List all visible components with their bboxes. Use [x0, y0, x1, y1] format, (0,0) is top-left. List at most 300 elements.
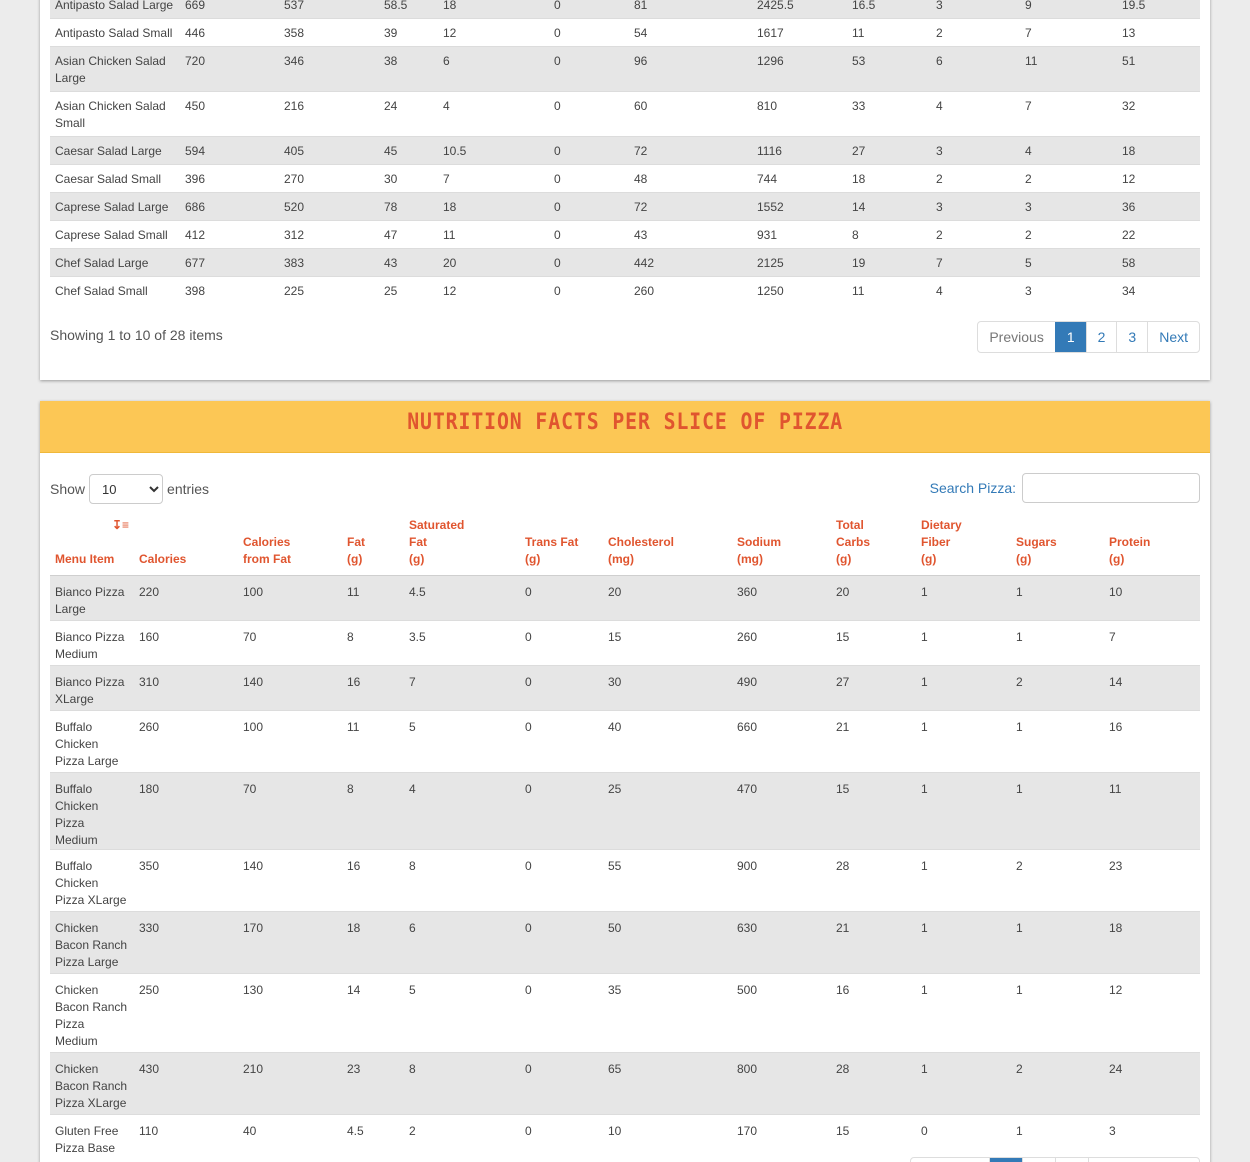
table-row — [50, 165, 1200, 193]
nutrition-value-cell: 24 — [1104, 1052, 1200, 1114]
nutrition-value-cell: 11 — [847, 277, 931, 305]
table-row — [50, 973, 1200, 1052]
nutrition-value-cell: 0 — [549, 92, 629, 137]
entries-label: entries — [167, 481, 210, 497]
nutrition-value-cell: 0 — [520, 575, 603, 620]
nutrition-value-cell: 110 — [134, 1114, 238, 1159]
nutrition-value-cell: 6 — [404, 911, 520, 973]
nutrition-value-cell: 0 — [549, 47, 629, 92]
salad-nutrition-panel — [40, 0, 1210, 380]
nutrition-value-cell: 19 — [847, 249, 931, 277]
nutrition-value-cell: 1 — [916, 849, 1011, 911]
table-row — [50, 277, 1200, 305]
menu-item-cell: Gluten Free Pizza Base — [50, 1114, 134, 1159]
column-header[interactable] — [238, 513, 342, 575]
nutrition-value-cell: 10.5 — [438, 137, 549, 165]
column-header-label: Menu Item — [55, 551, 115, 566]
nutrition-value-cell: 12 — [438, 19, 549, 47]
table-row — [50, 911, 1200, 973]
nutrition-value-cell: 34 — [1117, 277, 1200, 305]
column-header[interactable] — [342, 513, 404, 575]
nutrition-value-cell: 100 — [238, 710, 342, 772]
pizza-pagination-page-2[interactable] — [1022, 1158, 1055, 1162]
nutrition-value-cell: 2425.5 — [752, 0, 847, 19]
nutrition-value-cell: 14 — [342, 973, 404, 1052]
nutrition-value-cell: 72 — [629, 137, 752, 165]
column-header-label: (g) — [1016, 551, 1032, 566]
nutrition-value-cell: 1 — [916, 620, 1011, 665]
nutrition-value-cell: 0 — [549, 0, 629, 19]
nutrition-value-cell: 7 — [1020, 92, 1117, 137]
nutrition-value-cell: 16 — [831, 973, 916, 1052]
table-row — [50, 0, 1200, 19]
nutrition-value-cell: 210 — [238, 1052, 342, 1114]
nutrition-value-cell: 1116 — [752, 137, 847, 165]
nutrition-value-cell: 58 — [1117, 249, 1200, 277]
nutrition-value-cell: 16 — [342, 849, 404, 911]
nutrition-value-cell: 8 — [847, 221, 931, 249]
column-header-label: (g) — [409, 551, 425, 566]
nutrition-value-cell: 1 — [916, 973, 1011, 1052]
nutrition-value-cell: 2 — [931, 221, 1020, 249]
column-header-label: Trans Fat — [525, 534, 579, 549]
nutrition-value-cell: 442 — [629, 249, 752, 277]
column-header-label: Total — [836, 517, 864, 532]
nutrition-value-cell: 446 — [180, 19, 279, 47]
column-header-label: (mg) — [608, 551, 634, 566]
nutrition-value-cell: 28 — [831, 849, 916, 911]
nutrition-value-cell: 43 — [629, 221, 752, 249]
column-header-label: Protein — [1109, 534, 1151, 549]
nutrition-value-cell: 744 — [752, 165, 847, 193]
menu-item-cell: Caprese Salad Small — [50, 221, 180, 249]
search-pizza-label: Search Pizza: — [929, 480, 1016, 496]
pizza-pagination-previous-button[interactable] — [911, 1158, 989, 1162]
nutrition-value-cell: 4 — [931, 277, 1020, 305]
nutrition-value-cell: 16 — [342, 665, 404, 710]
nutrition-value-cell: 20 — [831, 575, 916, 620]
pizza-pagination-next-button[interactable] — [1121, 1158, 1199, 1162]
nutrition-value-cell: 30 — [379, 165, 438, 193]
pagination-page-3[interactable]: 3 — [1116, 322, 1147, 352]
nutrition-value-cell: 537 — [279, 0, 379, 19]
nutrition-value-cell: 1 — [916, 1052, 1011, 1114]
nutrition-value-cell: 70 — [238, 620, 342, 665]
column-header[interactable] — [732, 513, 831, 575]
nutrition-value-cell: 358 — [279, 19, 379, 47]
nutrition-value-cell: 0 — [520, 772, 603, 849]
nutrition-value-cell: 630 — [732, 911, 831, 973]
column-header[interactable] — [50, 513, 134, 575]
nutrition-value-cell: 398 — [180, 277, 279, 305]
column-header-label: (g) — [921, 551, 937, 566]
table-row — [50, 1052, 1200, 1114]
nutrition-value-cell: 0 — [520, 1052, 603, 1114]
pagination-page-1[interactable]: 1 — [1055, 322, 1086, 352]
column-header[interactable] — [916, 513, 1011, 575]
nutrition-value-cell: 0 — [549, 249, 629, 277]
table-row — [50, 710, 1200, 772]
pizza-pagination-page-3[interactable] — [1055, 1158, 1088, 1162]
nutrition-value-cell: 18 — [847, 165, 931, 193]
nutrition-value-cell: 0 — [520, 973, 603, 1052]
nutrition-value-cell: 14 — [847, 193, 931, 221]
nutrition-value-cell: 25 — [379, 277, 438, 305]
nutrition-value-cell: 3 — [931, 193, 1020, 221]
nutrition-value-cell: 3 — [931, 137, 1020, 165]
nutrition-value-cell: 53 — [847, 47, 931, 92]
nutrition-value-cell: 12 — [1104, 973, 1200, 1052]
nutrition-value-cell: 677 — [180, 249, 279, 277]
nutrition-value-cell: 2 — [931, 165, 1020, 193]
nutrition-value-cell: 4 — [404, 772, 520, 849]
nutrition-value-cell: 19.5 — [1117, 0, 1200, 19]
pizza-search-control — [930, 473, 1200, 503]
column-header-label: Saturated — [409, 517, 465, 532]
nutrition-value-cell: 48 — [629, 165, 752, 193]
nutrition-value-cell: 7 — [1020, 19, 1117, 47]
nutrition-value-cell: 0 — [549, 277, 629, 305]
nutrition-value-cell: 6 — [438, 47, 549, 92]
nutrition-value-cell: 50 — [603, 911, 732, 973]
nutrition-value-cell: 38 — [379, 47, 438, 92]
nutrition-value-cell: 520 — [279, 193, 379, 221]
nutrition-value-cell: 25 — [603, 772, 732, 849]
nutrition-value-cell: 383 — [279, 249, 379, 277]
nutrition-value-cell: 47 — [379, 221, 438, 249]
nutrition-value-cell: 500 — [732, 973, 831, 1052]
nutrition-value-cell: 11 — [342, 575, 404, 620]
nutrition-value-cell: 0 — [549, 221, 629, 249]
nutrition-value-cell: 686 — [180, 193, 279, 221]
nutrition-value-cell: 12 — [438, 277, 549, 305]
nutrition-value-cell: 27 — [831, 665, 916, 710]
nutrition-value-cell: 312 — [279, 221, 379, 249]
table-row — [50, 665, 1200, 710]
nutrition-value-cell: 6 — [931, 47, 1020, 92]
nutrition-value-cell: 260 — [629, 277, 752, 305]
column-header-label: Sodium — [737, 534, 781, 549]
nutrition-value-cell: 30 — [603, 665, 732, 710]
nutrition-value-cell: 2 — [1011, 1052, 1104, 1114]
menu-item-cell: Buffalo Chicken Pizza Medium — [50, 772, 134, 849]
column-header-label: (mg) — [737, 551, 763, 566]
nutrition-value-cell: 0 — [520, 1114, 603, 1159]
column-header-label: Calories — [139, 551, 187, 566]
column-header-label: Calories — [243, 534, 291, 549]
nutrition-value-cell: 40 — [238, 1114, 342, 1159]
nutrition-value-cell: 412 — [180, 221, 279, 249]
nutrition-value-cell: 800 — [732, 1052, 831, 1114]
nutrition-value-cell: 18 — [438, 0, 549, 19]
nutrition-value-cell: 45 — [379, 137, 438, 165]
nutrition-value-cell: 330 — [134, 911, 238, 973]
nutrition-value-cell: 36 — [1117, 193, 1200, 221]
nutrition-value-cell: 39 — [379, 19, 438, 47]
nutrition-value-cell: 10 — [603, 1114, 732, 1159]
nutrition-value-cell: 2 — [931, 19, 1020, 47]
column-header[interactable] — [1011, 513, 1104, 575]
pagination-next-button[interactable]: Next — [1147, 322, 1199, 352]
nutrition-value-cell: 21 — [831, 911, 916, 973]
menu-item-cell: Chicken Bacon Ranch Pizza Large — [50, 911, 134, 973]
column-header-label: Carbs — [836, 534, 871, 549]
nutrition-value-cell: 35 — [603, 973, 732, 1052]
nutrition-value-cell: 20 — [603, 575, 732, 620]
nutrition-value-cell: 1 — [1011, 911, 1104, 973]
nutrition-value-cell: 260 — [134, 710, 238, 772]
pagination-previous-button[interactable]: Previous — [989, 329, 1044, 345]
nutrition-value-cell: 1 — [916, 911, 1011, 973]
menu-item-cell: Antipasto Salad Large — [50, 0, 180, 19]
nutrition-value-cell: 140 — [238, 849, 342, 911]
table-row — [50, 19, 1200, 47]
pizza-pagination-page-4[interactable] — [1088, 1158, 1121, 1162]
salad-table-info: Showing 1 to 10 of 28 items — [50, 327, 223, 343]
nutrition-value-cell: 58.5 — [379, 0, 438, 19]
nutrition-value-cell: 900 — [732, 849, 831, 911]
nutrition-value-cell: 13 — [1117, 19, 1200, 47]
nutrition-value-cell: 55 — [603, 849, 732, 911]
column-header[interactable] — [603, 513, 732, 575]
nutrition-value-cell: 0 — [520, 911, 603, 973]
nutrition-value-cell: 1296 — [752, 47, 847, 92]
nutrition-value-cell: 72 — [629, 193, 752, 221]
menu-item-cell: Buffalo Chicken Pizza XLarge — [50, 849, 134, 911]
nutrition-value-cell: 1 — [916, 575, 1011, 620]
nutrition-value-cell: 396 — [180, 165, 279, 193]
nutrition-value-cell: 216 — [279, 92, 379, 137]
nutrition-value-cell: 7 — [404, 665, 520, 710]
nutrition-value-cell: 20 — [438, 249, 549, 277]
table-row — [50, 620, 1200, 665]
table-row — [50, 47, 1200, 92]
nutrition-value-cell: 1 — [1011, 772, 1104, 849]
column-header-label: (g) — [836, 551, 852, 566]
column-header-label: from Fat — [243, 551, 291, 566]
nutrition-value-cell: 3 — [1020, 193, 1117, 221]
menu-item-cell: Caprese Salad Large — [50, 193, 180, 221]
menu-item-cell: Chicken Bacon Ranch Pizza XLarge — [50, 1052, 134, 1114]
nutrition-value-cell: 5 — [1020, 249, 1117, 277]
nutrition-value-cell: 22 — [1117, 221, 1200, 249]
nutrition-value-cell: 1552 — [752, 193, 847, 221]
nutrition-value-cell: 2 — [1011, 665, 1104, 710]
pizza-section-title: NUTRITION FACTS PER SLICE OF PIZZA — [407, 410, 843, 435]
menu-item-cell: Buffalo Chicken Pizza Large — [50, 710, 134, 772]
nutrition-value-cell: 270 — [279, 165, 379, 193]
pizza-panel-header — [40, 401, 1210, 453]
column-header[interactable] — [520, 513, 603, 575]
menu-item-cell: Chicken Bacon Ranch Pizza Medium — [50, 973, 134, 1052]
nutrition-value-cell: 260 — [732, 620, 831, 665]
nutrition-value-cell: 81 — [629, 0, 752, 19]
nutrition-value-cell: 54 — [629, 19, 752, 47]
table-row — [50, 849, 1200, 911]
nutrition-value-cell: 1 — [1011, 575, 1104, 620]
nutrition-value-cell: 96 — [629, 47, 752, 92]
search-pizza-input[interactable] — [1022, 473, 1200, 503]
nutrition-value-cell: 1617 — [752, 19, 847, 47]
nutrition-value-cell: 310 — [134, 665, 238, 710]
column-header[interactable] — [404, 513, 520, 575]
column-header-label: (g) — [1109, 551, 1125, 566]
nutrition-value-cell: 24 — [379, 92, 438, 137]
nutrition-value-cell: 430 — [134, 1052, 238, 1114]
nutrition-value-cell: 40 — [603, 710, 732, 772]
nutrition-value-cell: 1 — [1011, 973, 1104, 1052]
nutrition-value-cell: 140 — [238, 665, 342, 710]
nutrition-value-cell: 170 — [238, 911, 342, 973]
nutrition-value-cell: 0 — [520, 620, 603, 665]
nutrition-value-cell: 0 — [549, 193, 629, 221]
nutrition-value-cell: 16.5 — [847, 0, 931, 19]
nutrition-value-cell: 3.5 — [404, 620, 520, 665]
nutrition-value-cell: 810 — [752, 92, 847, 137]
menu-item-cell: Caesar Salad Large — [50, 137, 180, 165]
show-label: Show — [50, 481, 86, 497]
menu-item-cell: Chef Salad Small — [50, 277, 180, 305]
nutrition-value-cell: 0 — [520, 665, 603, 710]
nutrition-value-cell: 7 — [1104, 620, 1200, 665]
nutrition-value-cell: 16 — [1104, 710, 1200, 772]
nutrition-value-cell: 32 — [1117, 92, 1200, 137]
nutrition-value-cell: 27 — [847, 137, 931, 165]
nutrition-value-cell: 4.5 — [342, 1114, 404, 1159]
nutrition-value-cell: 5 — [404, 973, 520, 1052]
nutrition-value-cell: 11 — [342, 710, 404, 772]
entries-length-control — [50, 474, 209, 504]
column-header-label: Fiber — [921, 534, 951, 549]
salad-nutrition-table — [50, 0, 1200, 305]
column-header[interactable] — [134, 513, 238, 575]
nutrition-value-cell: 15 — [831, 620, 916, 665]
nutrition-value-cell: 12 — [1117, 165, 1200, 193]
nutrition-value-cell: 470 — [732, 772, 831, 849]
menu-item-cell: Bianco Pizza Medium — [50, 620, 134, 665]
nutrition-value-cell: 4 — [931, 92, 1020, 137]
nutrition-value-cell: 4 — [438, 92, 549, 137]
nutrition-value-cell: 2 — [1011, 849, 1104, 911]
nutrition-value-cell: 18 — [1117, 137, 1200, 165]
nutrition-value-cell: 15 — [831, 772, 916, 849]
nutrition-value-cell: 18 — [1104, 911, 1200, 973]
nutrition-value-cell: 4 — [1020, 137, 1117, 165]
sort-alpha-asc-icon: ↧≡ — [112, 518, 130, 532]
nutrition-value-cell: 490 — [732, 665, 831, 710]
menu-item-cell: Asian Chicken Salad Small — [50, 92, 180, 137]
nutrition-value-cell: 0 — [520, 710, 603, 772]
pizza-nutrition-table — [50, 513, 1200, 1159]
salad-pagination — [977, 321, 1200, 353]
nutrition-value-cell: 9 — [1020, 0, 1117, 19]
nutrition-value-cell: 2 — [1020, 165, 1117, 193]
nutrition-value-cell: 220 — [134, 575, 238, 620]
nutrition-value-cell: 225 — [279, 277, 379, 305]
nutrition-value-cell: 450 — [180, 92, 279, 137]
nutrition-value-cell: 11 — [1020, 47, 1117, 92]
nutrition-value-cell: 250 — [134, 973, 238, 1052]
nutrition-value-cell: 0 — [549, 19, 629, 47]
menu-item-cell: Bianco Pizza XLarge — [50, 665, 134, 710]
nutrition-value-cell: 1 — [1011, 710, 1104, 772]
nutrition-value-cell: 0 — [916, 1114, 1011, 1159]
pagination-page-2[interactable]: 2 — [1086, 322, 1117, 352]
nutrition-value-cell: 931 — [752, 221, 847, 249]
nutrition-value-cell: 3 — [1104, 1114, 1200, 1159]
table-row — [50, 249, 1200, 277]
nutrition-value-cell: 43 — [379, 249, 438, 277]
nutrition-value-cell: 11 — [847, 19, 931, 47]
nutrition-value-cell: 8 — [404, 1052, 520, 1114]
column-header-label: (g) — [347, 551, 363, 566]
column-header-label: Dietary — [921, 517, 962, 532]
nutrition-value-cell: 28 — [831, 1052, 916, 1114]
pizza-nutrition-panel — [40, 401, 1210, 1162]
nutrition-value-cell: 7 — [438, 165, 549, 193]
column-header-label: Fat — [409, 534, 427, 549]
column-header[interactable] — [1104, 513, 1200, 575]
nutrition-value-cell: 51 — [1117, 47, 1200, 92]
nutrition-value-cell: 2 — [404, 1114, 520, 1159]
column-header-label: Cholesterol — [608, 534, 675, 549]
nutrition-value-cell: 78 — [379, 193, 438, 221]
pizza-pagination-page-1[interactable] — [989, 1158, 1022, 1162]
nutrition-value-cell: 33 — [847, 92, 931, 137]
nutrition-value-cell: 65 — [603, 1052, 732, 1114]
nutrition-value-cell: 1 — [1011, 1114, 1104, 1159]
nutrition-value-cell: 14 — [1104, 665, 1200, 710]
nutrition-value-cell: 11 — [1104, 772, 1200, 849]
table-row — [50, 1114, 1200, 1159]
menu-item-cell: Bianco Pizza Large — [50, 575, 134, 620]
nutrition-value-cell: 1 — [916, 772, 1011, 849]
nutrition-value-cell: 2125 — [752, 249, 847, 277]
entries-per-page-select[interactable] — [89, 474, 163, 504]
table-row — [50, 575, 1200, 620]
nutrition-value-cell: 669 — [180, 0, 279, 19]
nutrition-value-cell: 18 — [438, 193, 549, 221]
nutrition-value-cell: 15 — [603, 620, 732, 665]
nutrition-value-cell: 3 — [931, 0, 1020, 19]
nutrition-value-cell: 15 — [831, 1114, 916, 1159]
nutrition-value-cell: 10 — [1104, 575, 1200, 620]
nutrition-value-cell: 7 — [931, 249, 1020, 277]
nutrition-value-cell: 60 — [629, 92, 752, 137]
pizza-pagination — [910, 1157, 1200, 1162]
nutrition-value-cell: 5 — [404, 710, 520, 772]
table-row — [50, 92, 1200, 137]
nutrition-value-cell: 70 — [238, 772, 342, 849]
nutrition-value-cell: 130 — [238, 973, 342, 1052]
nutrition-value-cell: 18 — [342, 911, 404, 973]
nutrition-value-cell: 170 — [732, 1114, 831, 1159]
table-row — [50, 221, 1200, 249]
nutrition-value-cell: 1 — [916, 665, 1011, 710]
column-header-label: Sugars — [1016, 534, 1057, 549]
menu-item-cell: Antipasto Salad Small — [50, 19, 180, 47]
table-row — [50, 772, 1200, 849]
nutrition-value-cell: 405 — [279, 137, 379, 165]
nutrition-value-cell: 11 — [438, 221, 549, 249]
nutrition-value-cell: 4.5 — [404, 575, 520, 620]
column-header[interactable] — [831, 513, 916, 575]
nutrition-value-cell: 1 — [916, 710, 1011, 772]
nutrition-value-cell: 1 — [1011, 620, 1104, 665]
nutrition-value-cell: 8 — [404, 849, 520, 911]
table-row — [50, 137, 1200, 165]
nutrition-value-cell: 160 — [134, 620, 238, 665]
